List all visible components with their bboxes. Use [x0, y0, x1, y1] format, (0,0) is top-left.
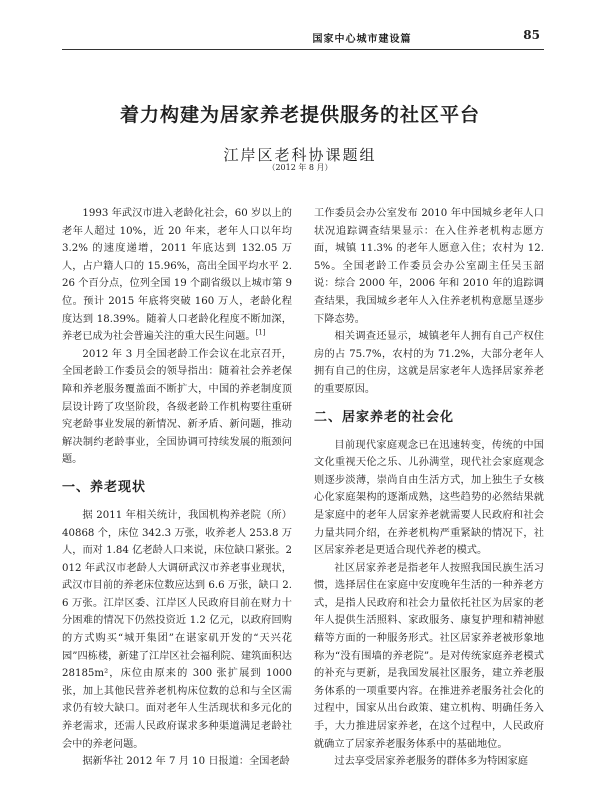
running-head: 国家中心城市建设篇 [312, 34, 412, 45]
paragraph: 据 2011 年相关统计，我国机构养老院（所）40868 个，床位 342.3 万张，收养老人 253.8 万人，而对 1.84 亿老龄人口来说，床位缺口紧张。2012 年武汉市老龄人大调研武汉市养老事业现状，武汉市目前的养老床位数应达到 6.6 万张，缺口 2.6 万张。江岸区委、江岸区人民政府目前在财力十分困难的情况下仍然投资近 1.2 亿元，以政府回购的方式购买“城开集团”在谌家矶开发的“天兴花园”四栋楼，新建了江岸区社会福利院、建筑面积达 28185m²，床位由原来的 300 张扩展到 1000 张，加上其他民营养老机构床位数的总和与全区需求仍有较大缺口。面对老年人生活现状和多元化的养老需求，还需人民政府谋求多种渠道满足老龄社会中的养老问题。 [62, 509, 292, 750]
article-date: （2012 年 8 月） [267, 163, 333, 172]
section-heading: 二、居家养老的社会化 [314, 409, 455, 425]
paragraph: 2012 年 3 月全国老龄工作会议在北京召开，全国老龄工作委员会的领导指出：随着社会养老保障和养老服务覆盖面不断扩大，中国的养老制度顶层设计跨了攻坚阶段，各级老龄工作机构要往重研究老龄事业发展的新情况、新矛盾、新问题，推动解决制约老龄事业，全国协调可持续发展的瓶颈问题。 [62, 348, 292, 466]
paragraph: 过去享受居家养老服务的群体多为特困家庭 [334, 756, 528, 768]
right-column [314, 205, 544, 785]
paragraph: 相关调查还显示，城镇老年人拥有自己产权住房的占 75.7%，农村的为 71.2%，大部分老年人拥有自己的住房，这就是居家老年人选择居家养老的重要原因。 [314, 331, 544, 395]
paragraph: 社区居家养老是指老年人按照我国民族生活习惯，选择居住在家庭中安度晚年生活的一种养老方式，是指人民政府和社会力量依托社区为居家的老年人提供生活照料、家政服务、康复护理和精神慰藉等方面的一种服务形式。社区居家养老被形象地称为“没有围墙的养老院”。是对传统家庭养老模式的补充与更新，是我国发展社区服务，建立养老服务体系的一项重要内容。在推进养老服务社会化的过程中，国家从出台政策、建立机构、明确任务入手，大力推进居家养老，在这个过程中，人民政府就确立了居家养老服务体系中的基础地位。 [314, 562, 544, 750]
left-column [62, 205, 292, 785]
article-author: 江岸区老科协课题组 [223, 146, 377, 164]
article-title: 着力构建为居家养老提供服务的社区平台 [119, 104, 480, 126]
footnote-ref: [1] [255, 328, 266, 337]
paragraph: 工作委员会办公室发布 2010 年中国城乡老年人口状况追踪调查结果显示：在入住养老机构志愿方面，城镇 11.3% 的老年人愿意入住；农村为 12.5%。全国老龄工作委员会办公室副主任吴玉韶说：综合 2000 年，2006 年和 2010 年的追踪调查结果，我国城乡老年人入住养老机构意愿呈逐步下降态势。 [314, 208, 544, 325]
page-number: 85 [523, 28, 540, 42]
paragraph [62, 205, 292, 346]
page-header [62, 27, 544, 50]
paragraph: 据新华社 2012 年 7 月 10 日报道：全国老龄 [82, 756, 290, 768]
paragraph-text: 1993 年武汉市进入老龄化社会，60 岁以上的老年人超过 10%，近 20 年来，老年人口以年均 3.2% 的速度递增，2011 年底达到 132.05 万人，占户籍人口的 15.96%，高出全国平均水平 2.26 个百分点，位列全国 19 个副省级以上城市第 9 位。预计 2015 年底将突破 160 万人，老龄化程度达到 18.39%。随着人口老龄化程度不断加深，养老已成为社会普遍关注的重大民生问题。 [62, 208, 292, 343]
section-heading: 一、养老现状 [62, 479, 147, 495]
paragraph: 目前现代家庭观念已在迅速转变，传统的中国文化重视天伦之乐、儿孙满堂，现代社会家庭观念则逐步淡薄，崇尚自由生活方式，加上独生子女核心化家庭架构的逐渐成熟，这些趋势的必然结果就是家庭中的老年人居家养老就需要人民政府和社会力量共同介绍，在养老机构严重紧缺的情况下，社区居家养老是更适合现代养老的模式。 [314, 439, 544, 557]
